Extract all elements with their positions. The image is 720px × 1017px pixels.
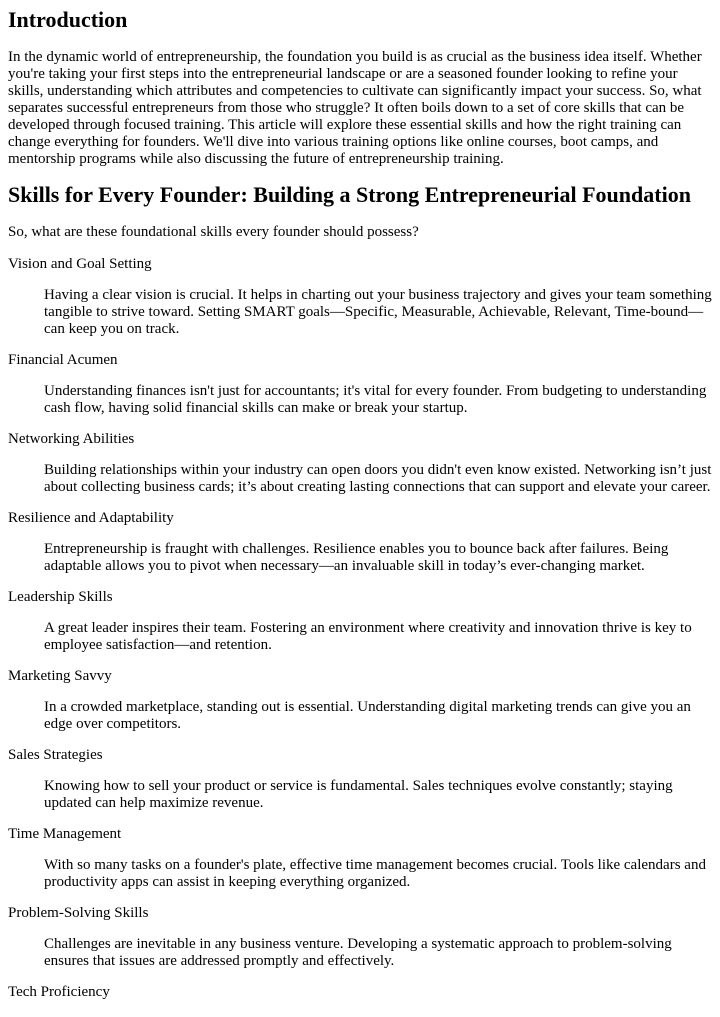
skill-description-problem-solving: Challenges are inevitable in any business venture. Developing a systematic approach to problem-solving ensures that issues are addressed promptly and effectively. xyxy=(44,936,672,969)
skill-description-sales: Knowing how to sell your product or service is fundamental. Sales techniques evolve constantly; staying updated can help maximize revenue. xyxy=(44,778,673,811)
intro-heading: Introduction xyxy=(8,7,128,32)
skill-term-sales: Sales Strategies xyxy=(8,747,103,763)
skills-list xyxy=(8,256,712,1001)
skill-term-leadership: Leadership Skills xyxy=(8,589,113,605)
skill-description-marketing: In a crowded marketplace, standing out is essential. Understanding digital marketing trends can give you an edge over competitors. xyxy=(44,699,691,732)
skills-heading: Skills for Every Founder: Building a Strong Entrepreneurial Foundation xyxy=(8,182,691,207)
skill-term-financial: Financial Acumen xyxy=(8,352,118,368)
skill-description-financial: Understanding finances isn't just for accountants; it's vital for every founder. From budgeting to understanding cash flow, having solid financial skills can make or break your startup. xyxy=(44,383,707,416)
intro-paragraph: In the dynamic world of entrepreneurship, the foundation you build is as crucial as the business idea itself. Whether you're taking your first steps into the entrepreneurial landscape or are a seasoned founder looking to refine your skills, understanding which attributes and competencies to cultivate can significantly impact your success. So, what separates successful entrepreneurs from those who struggle? It often boils down to a set of core skills that can be developed through focused training. This article will explore these essential skills and how the right training can change everything for founders. We'll dive into various training options like online courses, boot camps, and mentorship programs while also discussing the future of entrepreneurship training. xyxy=(8,49,702,167)
skill-term-marketing: Marketing Savvy xyxy=(8,668,112,684)
skill-term-resilience: Resilience and Adaptability xyxy=(8,510,174,526)
skill-term-problem-solving: Problem-Solving Skills xyxy=(8,905,149,921)
skill-description-networking: Building relationships within your industry can open doors you didn't even know existed. Networking isn’t just about collecting business cards; it’s about creating lasting connections that can support and elevate your career. xyxy=(44,462,712,495)
skill-description-resilience: Entrepreneurship is fraught with challenges. Resilience enables you to bounce back after failures. Being adaptable allows you to pivot when necessary—an invaluable skill in today’s ever-changing market. xyxy=(44,541,669,574)
skill-term-tech: Tech Proficiency xyxy=(8,984,110,1000)
skills-lead-paragraph: So, what are these foundational skills every founder should possess? xyxy=(8,224,419,240)
skill-term-networking: Networking Abilities xyxy=(8,431,135,447)
skill-description-vision: Having a clear vision is crucial. It helps in charting out your business trajectory and gives your team something tangible to strive toward. Setting SMART goals—Specific, Measurable, Achievable, Relevant, Time-bound—can keep you on track. xyxy=(44,287,712,337)
skill-description-time-management: With so many tasks on a founder's plate, effective time management becomes crucial. Tools like calendars and productivity apps can assist in keeping everything organized. xyxy=(44,857,706,890)
skill-term-time-management: Time Management xyxy=(8,826,122,842)
skill-description-leadership: A great leader inspires their team. Fostering an environment where creativity and innovation thrive is key to employee satisfaction—and retention. xyxy=(44,620,692,653)
skill-term-vision: Vision and Goal Setting xyxy=(8,256,152,272)
